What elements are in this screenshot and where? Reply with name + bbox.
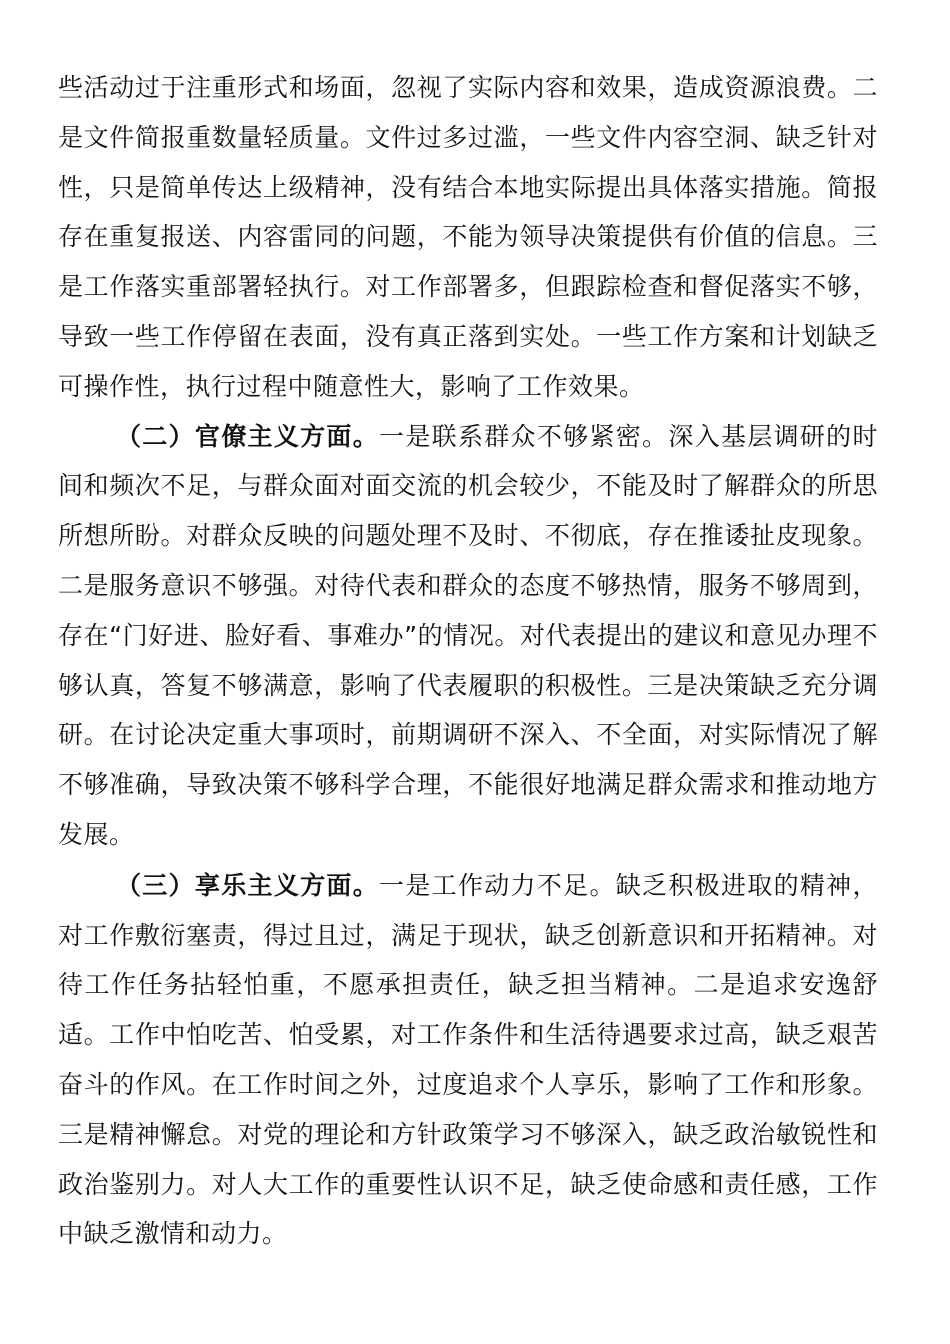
paragraph-bureaucratism (58, 412, 878, 860)
paragraph-hedonism (58, 861, 878, 1259)
paragraph-formalism-continued (58, 63, 878, 412)
paragraph-text: 一是联系群众不够紧密。深入基层调研的时间和频次不足，与群众面对面交流的机会较少，不能及时了解群众的所思所想所盼。对群众反映的问题处理不及时、不彻底，存在推诿扯皮现象。二是服务意识不够强。对待代表和群众的态度不够热情，服务不够周到，存在“门好进、脸好看、事难办”的情况。对代表提出的建议和意见办理不够认真，答复不够满意，影响了代表履职的积极性。三是决策缺乏充分调研。在讨论决定重大事项时，前期调研不深入、不全面，对实际情况了解不够准确，导致决策不够科学合理，不能很好地满足群众需求和推动地方发展。 (58, 421, 878, 849)
section-heading-hedonism: （三）享乐主义方面。 (116, 870, 380, 900)
document-page (58, 63, 878, 1259)
section-heading-bureaucratism: （二）官僚主义方面。 (116, 421, 380, 451)
paragraph-text: 一是工作动力不足。缺乏积极进取的精神，对工作敷衍塞责，得过且过，满足于现状，缺乏创新意识和开拓精神。对待工作任务拈轻怕重，不愿承担责任，缺乏担当精神。二是追求安逸舒适。工作中怕吃苦、怕受累，对工作条件和生活待遇要求过高，缺乏艰苦奋斗的作风。在工作时间之外，过度追求个人享乐，影响了工作和形象。三是精神懈怠。对党的理论和方针政策学习不够深入，缺乏政治敏锐性和政治鉴别力。对人大工作的重要性认识不足，缺乏使命感和责任感，工作中缺乏激情和动力。 (58, 870, 878, 1249)
paragraph-text: 些活动过于注重形式和场面，忽视了实际内容和效果，造成资源浪费。二是文件简报重数量轻质量。文件过多过滥，一些文件内容空洞、缺乏针对性，只是简单传达上级精神，没有结合本地实际提出具体落实措施。简报存在重复报送、内容雷同的问题，不能为领导决策提供有价值的信息。三是工作落实重部署轻执行。对工作部署多，但跟踪检查和督促落实不够，导致一些工作停留在表面，没有真正落到实处。一些工作方案和计划缺乏可操作性，执行过程中随意性大，影响了工作效果。 (58, 73, 878, 401)
